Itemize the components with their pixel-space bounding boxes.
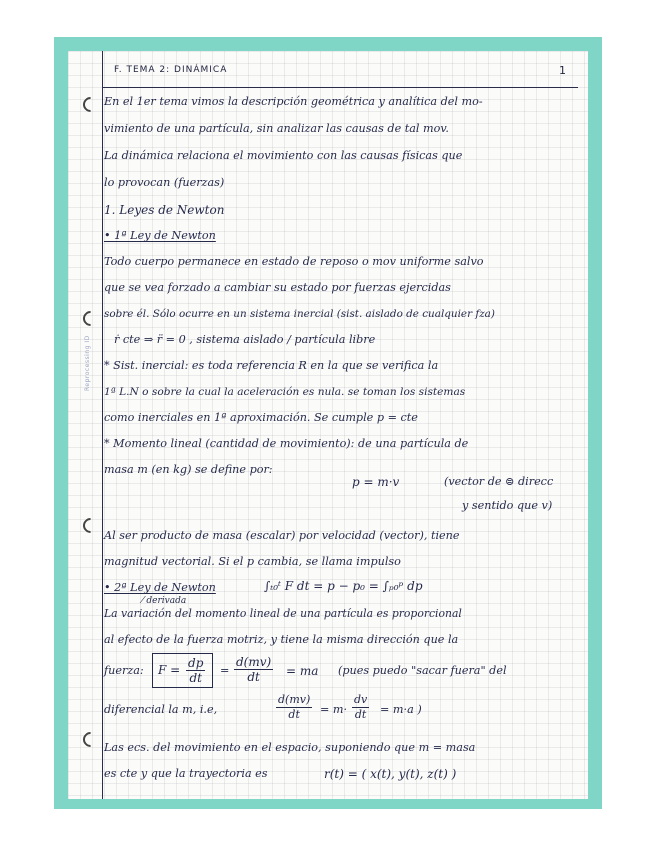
note-line: masa m (en kg) se define por: [104, 463, 273, 476]
trajectory-formula: r(t) = ( x(t), y(t), z(t) ) [324, 767, 457, 781]
equals-m: = m· [320, 703, 348, 716]
note-line: La dinámica relaciona el movimiento con las causas físicas que [104, 149, 463, 162]
momentum-note: (vector de ⊜ direcc [444, 475, 554, 488]
fraction-dmv-dt-inline: $\frac{d(mv)}{dt}$ [278, 693, 311, 721]
impulse-formula: ∫ₜ₀ᵗ F dt = p − p₀ = ∫ₚ₀ᵖ dp [264, 579, 423, 593]
page-number: 1 [559, 64, 566, 77]
definition-line: * Momento lineal (cantidad de movimiento): de una partícula de [104, 437, 469, 450]
margin-rule [102, 51, 103, 799]
fraction-dp-dt: $\frac{dp}{dt}$ [188, 656, 204, 685]
momentum-note: y sentido que v) [462, 499, 553, 512]
derivada-label: ⁄ derivada [142, 596, 187, 606]
fraction-dv-dt: $\frac{dv}{dt}$ [354, 693, 368, 721]
note-line: sobre él. Sólo ocurre en un sistema inercial (sist. aislado de cualquier fza) [104, 308, 495, 320]
subsection-heading: • 2ª Ley de Newton [104, 581, 216, 594]
note-line: ṙ cte ⇒ r̈ = 0 , sistema aislado / partícula libre [114, 333, 376, 346]
subsection-heading: • 1ª Ley de Newton [104, 229, 216, 242]
note-line: fuerza: [104, 664, 144, 677]
section-heading: 1. Leyes de Newton [104, 203, 225, 217]
note-line: es cte y que la trayectoria es [104, 767, 268, 780]
force-symbol: F = [158, 663, 181, 677]
force-ma: = ma [286, 664, 319, 678]
force-note: (pues puedo "sacar fuera" del [338, 664, 507, 677]
note-line: Todo cuerpo permanece en estado de reposo o mov uniforme salvo [104, 255, 484, 268]
fraction-dmv-dt: $\frac{d(mv)}{dt}$ [236, 655, 272, 684]
note-line: vimiento de una partícula, sin analizar las causas de tal mov. [104, 122, 449, 135]
note-line: La variación del momento lineal de una partícula es proporcional [104, 607, 462, 620]
note-line: 1ª L.N o sobre la cual la aceleración es nula. se toman los sistemas [104, 386, 466, 398]
equals-ma: = m·a ) [380, 703, 422, 716]
note-line: que se vea forzado a cambiar su estado por fuerzas ejercidas [104, 281, 451, 294]
note-line: al efecto de la fuerza motriz, y tiene la misma dirección que la [104, 633, 459, 646]
note-line: Al ser producto de masa (escalar) por velocidad (vector), tiene [104, 529, 460, 542]
note-line: como inerciales en 1ª aproximación. Se cumple p = cte [104, 411, 418, 424]
header-rule [102, 87, 578, 88]
page-title: F. TEMA 2: DINÁMICA [114, 65, 228, 75]
definition-line: * Sist. inercial: es toda referencia R en la que se verifica la [104, 359, 439, 372]
note-line: lo provocan (fuerzas) [104, 176, 225, 189]
note-line: En el 1er tema vimos la descripción geométrica y analítica del mo- [104, 95, 483, 108]
note-line: diferencial la m, i.e, [104, 703, 218, 716]
momentum-formula: p = m·v [352, 475, 400, 489]
note-line: Las ecs. del movimiento en el espacio, suponiendo que m = masa [104, 741, 476, 754]
watermark-stamp: Reprocessing ID [84, 335, 91, 391]
notebook-page [68, 51, 588, 799]
equals-sign: = [220, 664, 230, 677]
note-line: magnitud vectorial. Si el p cambia, se llama impulso [104, 555, 401, 568]
newton-second-law-box [152, 653, 213, 688]
